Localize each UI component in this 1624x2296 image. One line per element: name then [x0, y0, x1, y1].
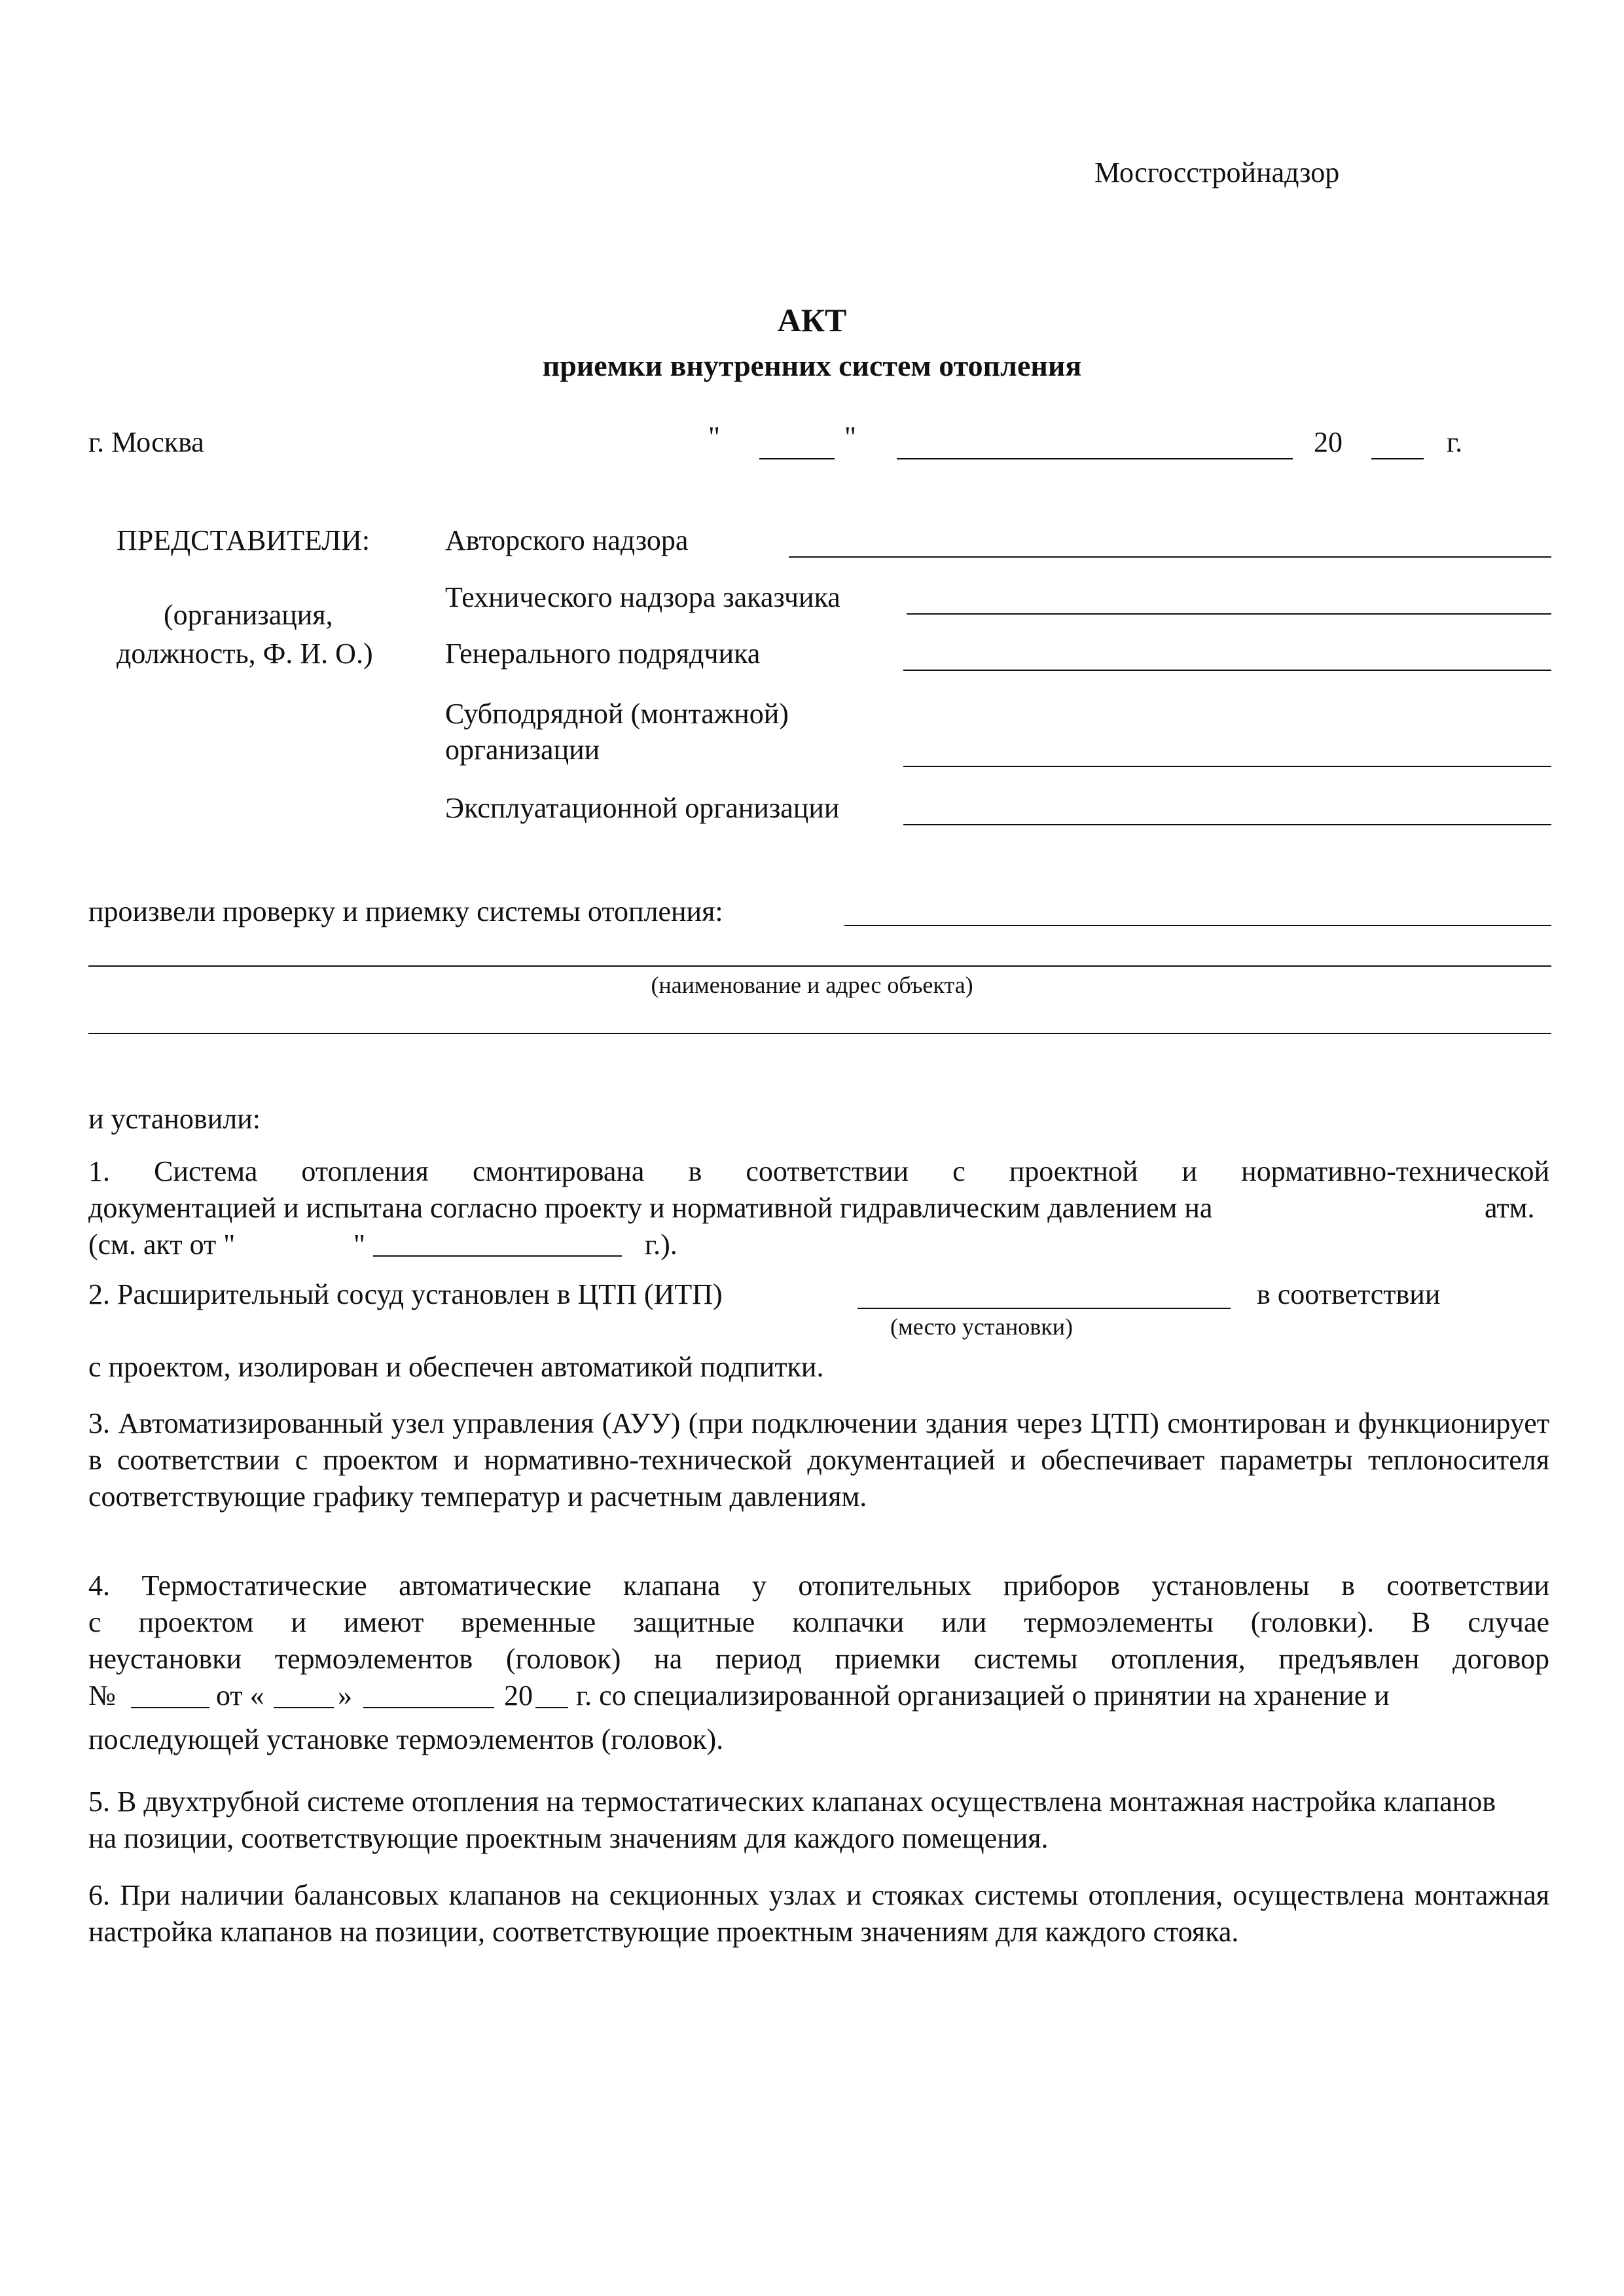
author-supervision-field[interactable]	[789, 556, 1551, 558]
role-author-supervision: Авторского надзора	[445, 524, 689, 556]
item-1-act-date-field[interactable]	[373, 1255, 622, 1257]
item-2-compliance: в соответствии	[1257, 1278, 1441, 1310]
authority-name: Мосгосстройнадзор	[1094, 156, 1340, 188]
item-1	[88, 1153, 1549, 1189]
city: г. Москва	[88, 426, 204, 458]
object-caption: (наименование и адрес объекта)	[651, 972, 973, 998]
item-1-line-2: документацией и испытана согласно проекту и нормативной гидравлическим давлением на	[88, 1192, 1213, 1224]
operating-organization-field[interactable]	[903, 824, 1551, 825]
year-prefix: 20	[1314, 426, 1343, 458]
contract-number-field[interactable]	[131, 1707, 209, 1708]
item-4-quote-close: »	[338, 1679, 352, 1712]
system-field[interactable]	[844, 925, 1551, 926]
item-1-line-1: 1. Система отопления смонтирована в соответствии с проектной и нормативно-технической	[88, 1155, 1549, 1187]
item-5: 5. В двухтрубной системе отопления на термостатических клапанах осуществлена монтажная настройка клапанов на позиции, соответствующие проектным значениям для каждого помещения.	[88, 1785, 1496, 1854]
object-field-2[interactable]	[88, 1033, 1551, 1034]
role-operating-organization: Эксплуатационной организации	[445, 792, 840, 824]
item-2-text: 2. Расширительный сосуд установлен в ЦТП (ИТП)	[88, 1278, 723, 1310]
quote-open: "	[708, 421, 720, 453]
role-customer-supervision: Технического надзора заказчика	[445, 581, 840, 613]
quote-close: "	[844, 421, 856, 453]
document-subtitle: приемки внутренних систем отопления	[542, 349, 1082, 382]
item-4-line-3: неустановки термоэлементов (головок) на период приемки системы отопления, предъявлен договор	[88, 1643, 1549, 1675]
day-field[interactable]	[759, 458, 835, 459]
role-subcontractor-2: организации	[445, 734, 600, 766]
item-4-line-1: 4. Термостатические автоматические клапана у отопительных приборов установлены в соответствии	[88, 1570, 1549, 1602]
object-field-1[interactable]	[88, 965, 1551, 967]
item-1-quote-close: "	[353, 1229, 365, 1261]
customer-supervision-field[interactable]	[907, 613, 1551, 615]
contract-day-field[interactable]	[274, 1707, 334, 1708]
item-2-caption: (место установки)	[890, 1314, 1074, 1340]
year-suffix: г.	[1447, 426, 1463, 458]
item-4-number-label: №	[88, 1679, 116, 1712]
item-4	[88, 1568, 1549, 1677]
item-1-unit: атм.	[1485, 1192, 1535, 1224]
inspection-text: произвели проверку и приемку системы отопления:	[88, 895, 723, 927]
item-6: 6. При наличии балансовых клапанов на секционных узлах и стояках системы отопления, осуществлена монтажная настройка клапанов на позиции, соответствующие проектным значениям для каждого стояка.	[88, 1879, 1549, 1948]
general-contractor-field[interactable]	[903, 670, 1551, 671]
item-2-location-field[interactable]	[857, 1308, 1231, 1309]
item-4-rest: г. со специализированной организацией о принятии на хранение и	[576, 1679, 1390, 1712]
subcontractor-field[interactable]	[903, 766, 1551, 767]
representatives-label: ПРЕДСТАВИТЕЛИ:	[117, 524, 370, 556]
item-1-act-ref: (см. акт от "	[88, 1229, 236, 1261]
item-4-from: от «	[216, 1679, 264, 1712]
representatives-note-2: должность, Ф. И. О.)	[117, 637, 373, 670]
item-4-year-prefix: 20	[504, 1679, 533, 1712]
role-general-contractor: Генерального подрядчика	[445, 637, 761, 670]
item-3: 3. Автоматизированный узел управления (АУУ) (при подключении здания через ЦТП) смонтирован и функционирует в соответствии с проектом и нормативно-технической документацией и обеспечивает параметры теплоносителя соответствующие графику температур и расчетным давлениям.	[88, 1407, 1549, 1513]
role-subcontractor: Субподрядной (монтажной)	[445, 698, 789, 730]
item-4-line-2: с проектом и имеют временные защитные колпачки или термоэлементы (головки). В случае	[88, 1606, 1549, 1638]
month-field[interactable]	[897, 458, 1293, 459]
year-field[interactable]	[1371, 458, 1424, 459]
item-4-line-5: последующей установке термоэлементов (головок).	[88, 1723, 724, 1755]
item-1-year-suffix: г.).	[645, 1229, 677, 1261]
contract-year-field[interactable]	[535, 1707, 568, 1708]
item-2-line-2: с проектом, изолирован и обеспечен автоматикой подпитки.	[88, 1351, 824, 1383]
document-title: АКТ	[777, 302, 847, 338]
representatives-note-1: (организация,	[164, 599, 333, 631]
contract-month-field[interactable]	[363, 1707, 494, 1708]
established-text: и установили:	[88, 1103, 261, 1135]
